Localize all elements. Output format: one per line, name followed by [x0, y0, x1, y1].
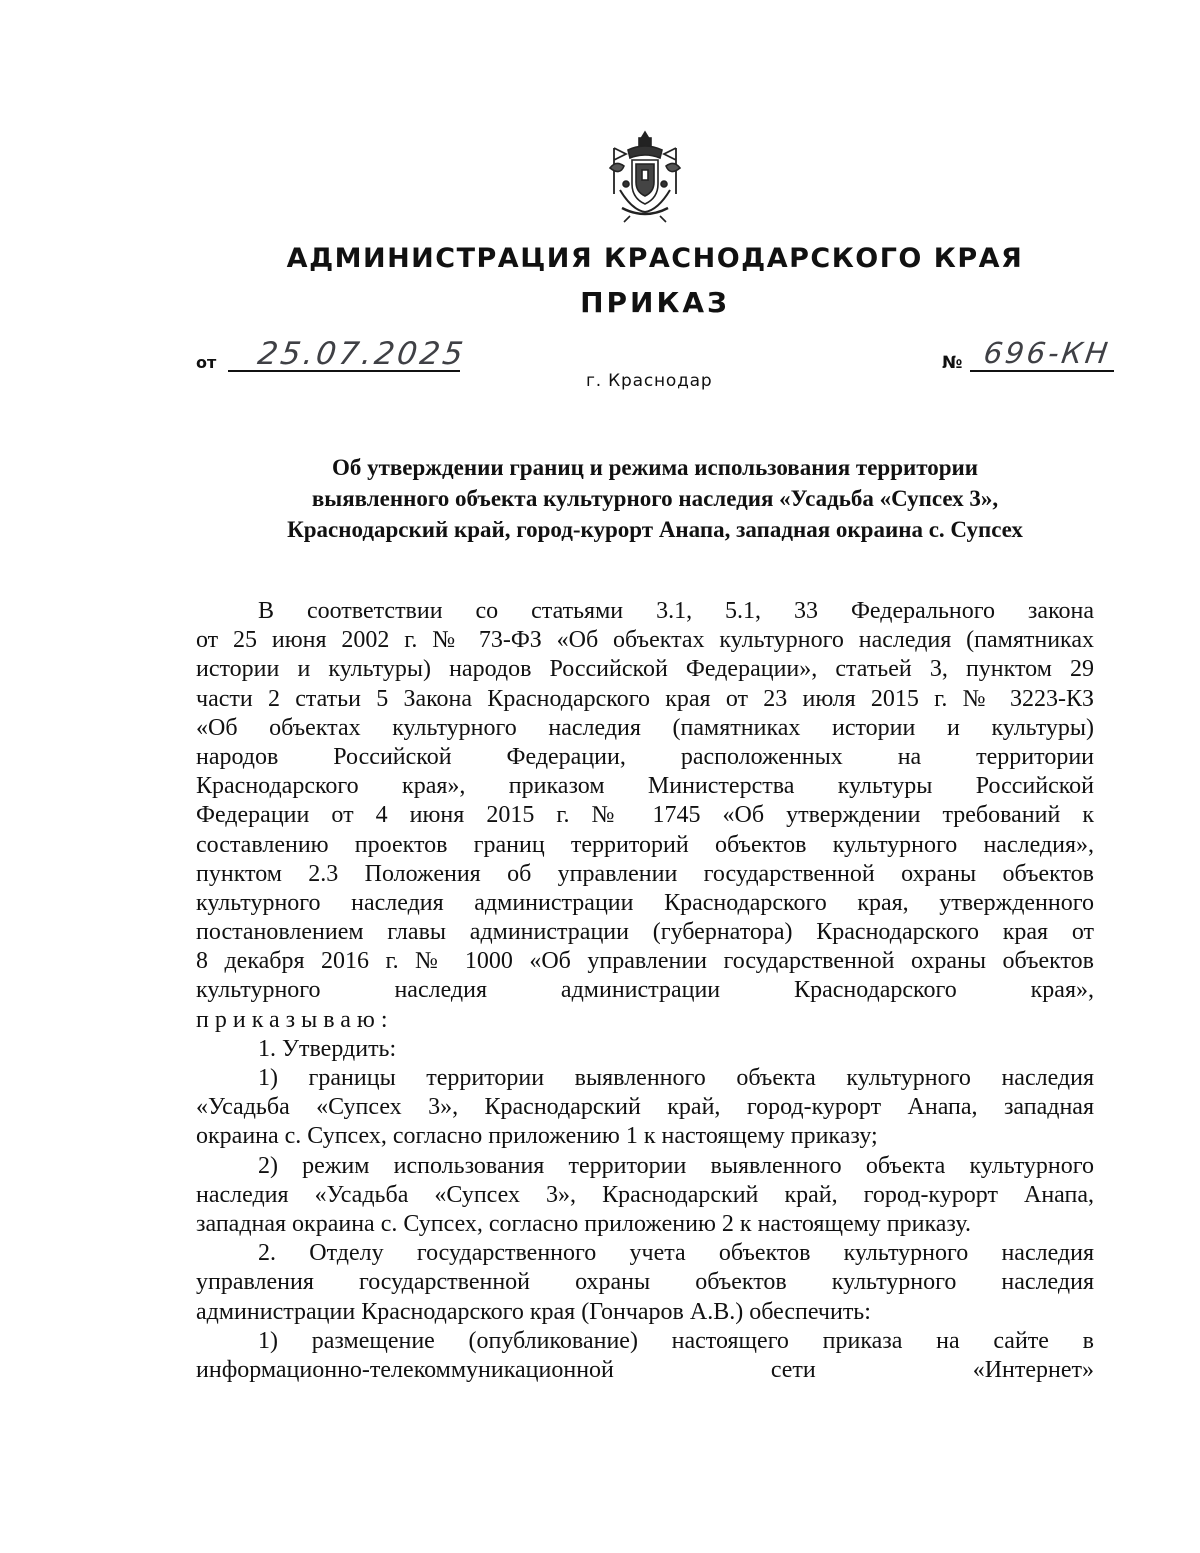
body-line: пунктом 2.3 Положения об управлении государственной охраны объектов [196, 860, 1094, 887]
subject-line: Об утверждении границ и режима использования территории [331, 455, 979, 480]
body-line: народов Российской Федерации, расположенных на территории [196, 743, 1094, 770]
body-line: информационно-телекоммуникационной сети «Интернет» [196, 1356, 1094, 1383]
body-line: наследия «Усадьба «Супсех 3», Краснодарский край, город-курорт Анапа, [196, 1181, 1094, 1208]
body-line: постановлением главы администрации (губернатора) Краснодарского края от [196, 919, 1094, 946]
handwritten-date: 25.07.2025 [255, 336, 469, 372]
body-line: 2. Отделу государственного учета объектов культурного наследия [258, 1240, 1094, 1267]
body-line: культурного наследия администрации Краснодарского края, утвержденного [196, 889, 1094, 916]
body-line-prikazyvayu: приказываю: [196, 1006, 394, 1033]
body-line: 2) режим использования территории выявленного объекта культурного [258, 1152, 1094, 1179]
body-line: В соответствии со статьями 3.1, 5.1, 33 Федерального закона [258, 598, 1094, 624]
handwritten-number: 696-КН [981, 336, 1113, 370]
document-type-title: ПРИКАЗ [580, 286, 730, 319]
body-line: от 25 июня 2002 г. № 73-ФЗ «Об объектах культурного наследия (памятниках [196, 627, 1094, 654]
body-line: администрации Краснодарского края (Гончаров А.В.) обеспечить: [196, 1298, 871, 1325]
organization-title: АДМИНИСТРАЦИЯ КРАСНОДАРСКОГО КРАЯ [286, 243, 1024, 274]
body-line: 1) границы территории выявленного объекта культурного наследия [258, 1065, 1094, 1091]
document-body [196, 597, 1094, 1385]
body-line: «Усадьба «Супсех 3», Краснодарский край, город-курорт Анапа, западная [196, 1094, 1094, 1121]
body-line: окраина с. Супсех, согласно приложению 1 к настоящему приказу; [196, 1123, 878, 1150]
body-line: части 2 статьи 5 Закона Краснодарского края от 23 июля 2015 г. № 3223-КЗ [196, 685, 1094, 712]
document-subject [196, 452, 1114, 545]
body-line: Федерации от 4 июня 2015 г. № 1745 «Об утверждении требований к [196, 802, 1094, 829]
city-line: г. Краснодар [586, 371, 713, 391]
body-line: культурного наследия администрации Краснодарского края», [196, 977, 1094, 1004]
date-label: от [196, 353, 217, 372]
body-line: 8 декабря 2016 г. № 1000 «Об управлении государственной охраны объектов [196, 948, 1094, 975]
body-line: управления государственной охраны объектов культурного наследия [196, 1269, 1094, 1296]
body-line: «Об объектах культурного наследия (памятниках истории и культуры) [196, 714, 1094, 741]
subject-line: Краснодарский край, город-курорт Анапа, западная окраина с. Супсех [287, 517, 1023, 542]
body-line: 1) размещение (опубликование) настоящего приказа на сайте в [258, 1327, 1094, 1354]
body-line: составлению проектов границ территорий объектов культурного наследия», [196, 831, 1094, 858]
body-line: западная окраина с. Супсех, согласно приложению 2 к настоящему приказу. [196, 1210, 971, 1237]
number-label: № [942, 353, 963, 373]
body-line: 1. Утвердить: [258, 1035, 397, 1062]
body-line: Краснодарского края», приказом Министерства культуры Российской [196, 773, 1094, 800]
body-line: истории и культуры) народов Российской Федерации», статьей 3, пунктом 29 [196, 656, 1094, 683]
subject-line: выявленного объекта культурного наследия «Усадьба «Супсех 3», [311, 486, 999, 511]
coat-of-arms-emblem [606, 128, 684, 224]
number-underline [970, 370, 1114, 372]
